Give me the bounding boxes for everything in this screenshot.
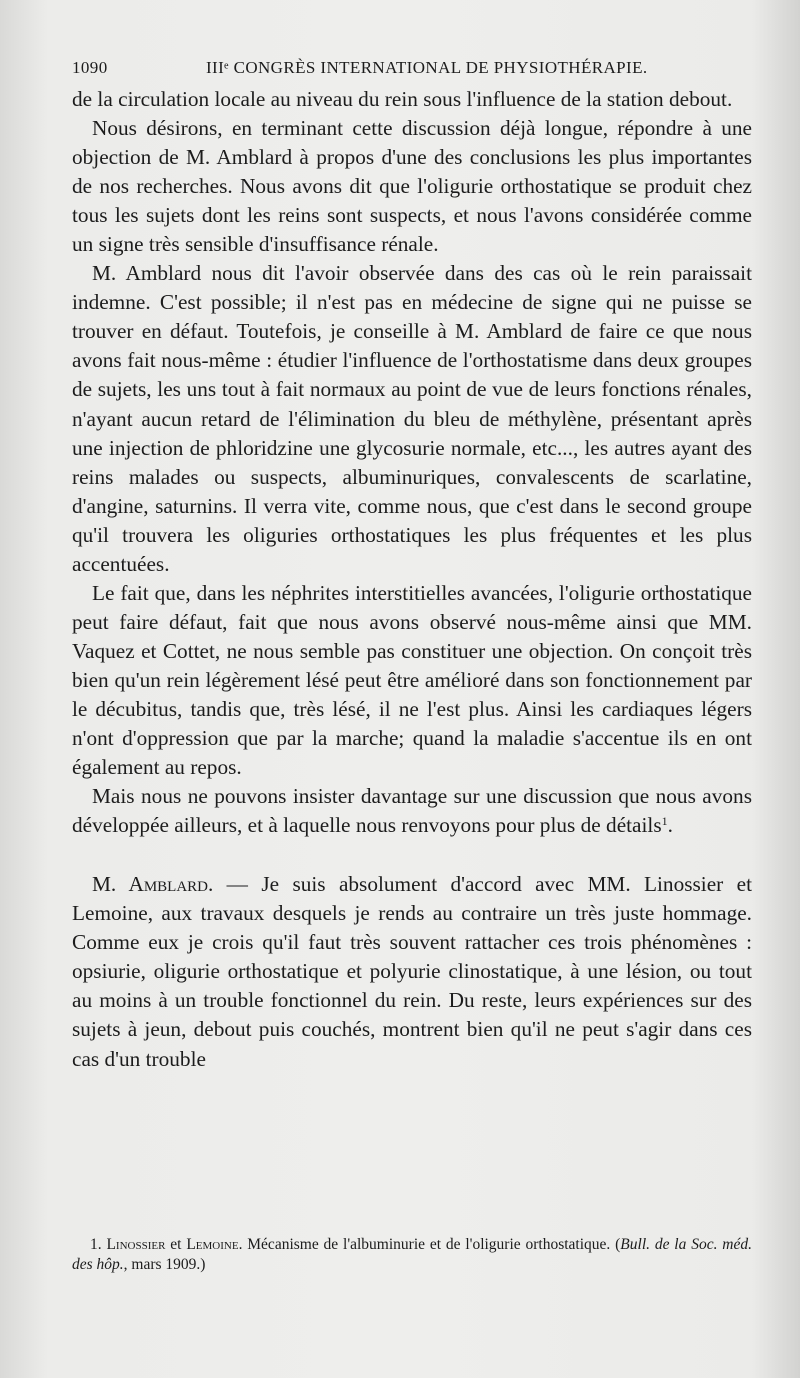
- paragraph-nephrites: Le fait que, dans les néphrites interstitielles avancées, l'oligurie orthostatique peut faire défaut, fait que nous avons observé nous-même ainsi que MM. Vaquez et Cottet, ne nous semble pas constituer une objection. On conçoit très bien qu'un rein légèrement lésé peut être amélioré dans son fonctionnement par le décubitus, tandis que, très lésé, il ne l'est plus. Ainsi les cardiaques légers n'ont d'oppression que par la marche; quand la maladie s'accentue ils en ont également au repos.: [72, 580, 752, 780]
- footnote-reference[interactable]: 1: [661, 814, 668, 829]
- paragraph-amblard-observation: M. Amblard nous dit l'avoir observée dans des cas où le rein paraissait indemne. C'est possible; il n'est pas en médecine de signe qui ne puisse se trouver en défaut. Toutefois, je conseille à M. Amblard de faire ce que nous avons fait nous-même : étudier l'influence de l'orthostatisme dans deux groupes de sujets, les uns tout à fait normaux au point de vue de leurs fonctions rénales, n'ayant aucun retard de l'élimination du bleu de méthylène, présentant après une injection de phloridzine une glycosurie normale, etc..., les autres ayant des reins malades ou suspects, albuminuriques, convalescents de scarlatine, d'angine, saturnins. Il verra vite, comme nous, que c'est dans le second groupe qu'il trouvera les oliguries orthostatiques les plus fréquentes et les plus accentuées.: [72, 261, 752, 576]
- footnote-journal: Bull. de la Soc. méd. des hôp.: [72, 1236, 752, 1273]
- footnote-area: [72, 1235, 752, 1275]
- body-text: [72, 85, 752, 1074]
- paragraph-conclusion: Mais nous ne pouvons insister davantage sur une discussion que nous avons développée ailleurs, et à laquelle nous renvoyons pour plus de détails$^1$.: [72, 784, 752, 838]
- footnote-date: , mars 1909.): [123, 1256, 206, 1273]
- footnote-number: 1.: [90, 1236, 102, 1253]
- footnote-title: . Mécanisme de l'albuminurie et de l'oligurie orthostatique. (: [238, 1236, 621, 1253]
- footnote-author-1: Linossier: [106, 1236, 166, 1253]
- page-header: [72, 58, 752, 84]
- reply-text: — Je suis absolument d'accord avec MM. Linossier et Lemoine, aux travaux desquels je rends au contraire un très juste hommage. Comme eux je crois qu'il faut très souvent rattacher ces trois phénomènes : opsiurie, oligurie orthostatique et polyurie clinostatique, à une lésion, ou tout au moins à un trouble fonctionnel du rein. Du reste, leurs expériences sur des sujets à jeun, debout puis couchés, montrent bien qu'il ne peut s'agir dans ces cas d'un trouble: [72, 872, 752, 1071]
- conclusion-text: Mais nous ne pouvons insister davantage sur une discussion que nous avons développée ailleurs, et à laquelle nous renvoyons pour plus de détails: [72, 784, 752, 838]
- footnote-conjunction: et: [165, 1236, 187, 1253]
- speaker-name: M. Amblard.: [92, 872, 214, 897]
- paragraph-continued: de la circulation locale au niveau du rein sous l'influence de la station debout.: [72, 87, 733, 111]
- paragraph-amblard-reply: [72, 870, 752, 1073]
- footnote-author-2: Lemoine: [186, 1236, 239, 1253]
- running-head: IIIᵉ CONGRÈS INTERNATIONAL DE PHYSIOTHÉRAPIE.: [206, 58, 648, 77]
- footnote-1: [72, 1235, 752, 1275]
- page-number: 1090: [72, 58, 108, 77]
- paragraph-objection: Nous désirons, en terminant cette discussion déjà longue, répondre à une objection de M. Amblard à propos d'une des conclusions les plus importantes de nos recherches. Nous avons dit que l'oligurie orthostatique se produit chez tous les sujets dont les reins sont suspects, et nous l'avons considérée comme un signe très sensible d'insuffisance rénale.: [72, 116, 752, 257]
